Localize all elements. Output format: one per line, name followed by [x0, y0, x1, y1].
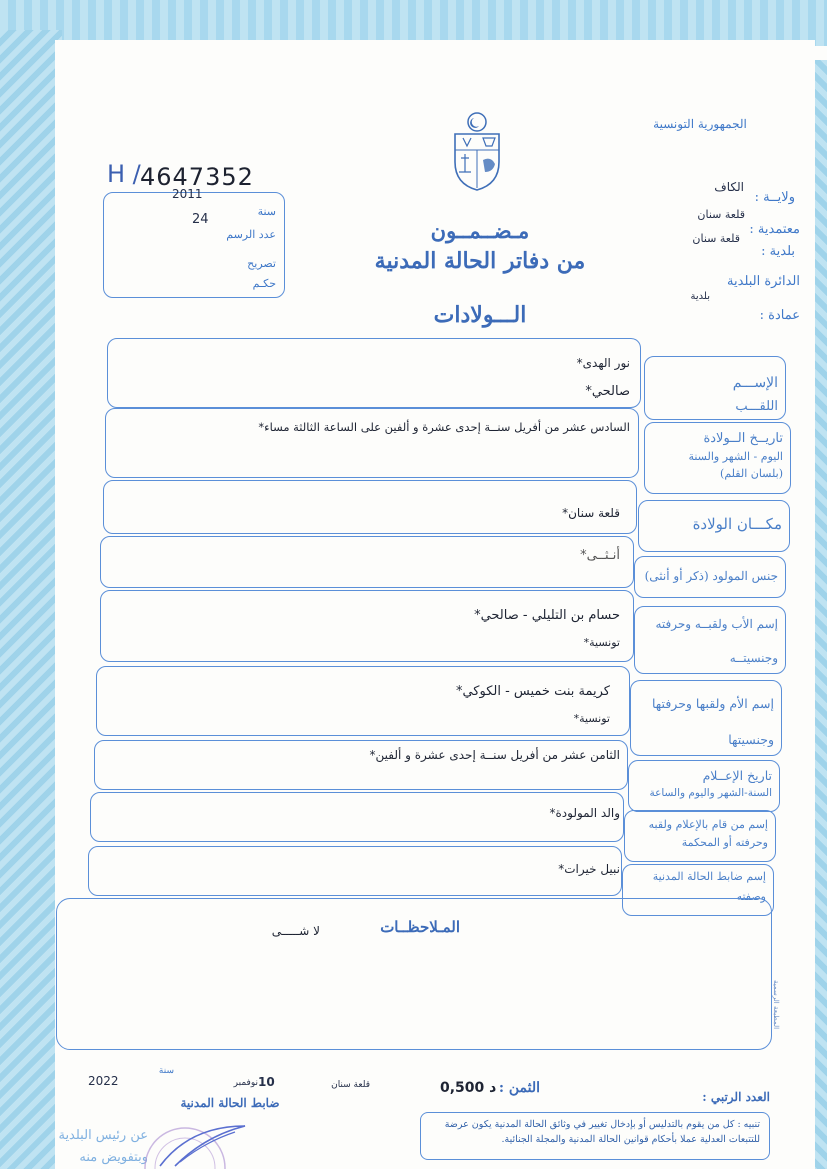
year-value: 2011 — [172, 187, 203, 201]
document-title-line1: مـضــمــون — [430, 218, 530, 243]
sex-label: جنس المولود (ذكر أو أنثى) — [644, 569, 778, 583]
father-value: حسام بن التليلي - صالحي* — [474, 608, 620, 623]
delegation-value: قلعة سنان — [697, 208, 745, 221]
birth-place-label: مكـــان الولادة — [692, 515, 782, 533]
number-value: 24 — [192, 212, 209, 227]
birth-place-value: قلعة سنان* — [562, 506, 620, 520]
officer-sublabel: وصفته — [736, 890, 766, 903]
warning-text: تنبيه : كل من يقوم بالتدليس أو بإدخال تغيير في وثائق الحالة المدنية يكون عرضة للتتبعات العدلية عملا بأحكام قوانين الحالة المدنية والمجلة الجنائية. — [444, 1119, 760, 1145]
wilaya-value: الكاف — [714, 180, 744, 194]
side-print-label: المطبعة الرسمية — [772, 980, 780, 1030]
footer-day: 10 — [258, 1075, 275, 1089]
judgment-label: حكـم — [252, 277, 276, 290]
birth-date-sublabel: اليوم - الشهر والسنة — [688, 450, 783, 463]
republic-label: الجمهورية التونسية — [653, 117, 747, 131]
decorative-border-left — [0, 30, 62, 1169]
stamp-line1: عن رئيس البلدية — [58, 1128, 148, 1143]
order-number-label: العدد الرتبي : — [702, 1090, 770, 1104]
footer-officer-title: ضابط الحالة المدنية — [180, 1096, 280, 1110]
delegation-label: معتمدية : — [749, 222, 800, 237]
official-stamp-icon — [140, 1118, 250, 1169]
footer-year-value: 2022 — [88, 1074, 119, 1088]
serial-prefix: H / — [107, 160, 141, 188]
document-title-line2: من دفاتر الحالة المدنية — [374, 248, 586, 274]
stamp-line2: وبتفويض منه — [79, 1150, 148, 1165]
municipal-circle-value: بلدية — [690, 291, 710, 302]
birth-date-value-box — [105, 408, 639, 478]
birth-date-value: السادس عشر من أفريل سنــة إحدى عشرة و ألفين على الساعة الثالثة مساء* — [258, 420, 630, 434]
first-name-label: الإســـم — [732, 375, 778, 391]
mother-label: إسم الأم ولقبها وحرفتها — [651, 696, 774, 711]
births-title: الـــولادات — [433, 302, 527, 328]
price-label: الثمن : — [498, 1080, 540, 1096]
declarant-label: إسم من قام بالإعلام ولقبه — [648, 818, 768, 831]
declaration-label: تصريح — [247, 257, 276, 270]
officer-value: نبيل خيرات* — [558, 862, 620, 876]
first-name-value: نور الهدى* — [576, 356, 630, 370]
footer-year-label: سنة — [158, 1066, 174, 1076]
mother-nationality-value: تونسية* — [573, 712, 610, 725]
footer-month: نوفمبر — [233, 1078, 258, 1088]
birth-date-label: تاريــخ الــولادة — [703, 431, 783, 446]
omda-label: عمادة : — [759, 308, 800, 323]
birth-date-note: (بلسان القلم) — [720, 467, 783, 480]
municipality-value: قلعة سنان — [692, 232, 740, 245]
remarks-value: لا شـــــى — [271, 924, 320, 938]
father-nationality-value: تونسية* — [583, 636, 620, 649]
mother-value: كريمة بنت خميس - الكوكي* — [455, 684, 610, 699]
declaration-date-label: تاريخ الإعــلام — [702, 768, 772, 783]
declaration-date-sublabel: السنة-الشهر واليوم والساعة — [649, 787, 772, 799]
sex-value: أنـثــى* — [580, 548, 620, 563]
declarant-value: والد المولودة* — [549, 806, 620, 820]
coat-of-arms-icon — [447, 108, 507, 192]
mother-nationality-label: وجنسيتها — [728, 732, 774, 747]
mother-value-box — [96, 666, 630, 736]
municipality-label: بلدية : — [761, 244, 795, 259]
father-value-box — [100, 590, 634, 662]
last-name-value: صالحي* — [585, 384, 630, 399]
father-nationality-label: وجنسيتــه — [729, 651, 778, 665]
officer-label: إسم ضابط الحالة المدنية — [652, 870, 766, 883]
number-label: عدد الرسم — [226, 228, 276, 241]
father-label: إسم الأب ولقبــه وحرفته — [655, 617, 778, 631]
last-name-label: اللقـــب — [735, 399, 778, 414]
declarant-sublabel: وحرفته أو المحكمة — [681, 836, 768, 849]
serial-number: 4647352 — [140, 163, 254, 191]
remarks-label: المـلاحظــات — [380, 918, 460, 936]
declaration-date-value: الثامن عشر من أفريل سنــة إحدى عشرة و ألفين* — [369, 748, 620, 762]
municipal-circle-label: الدائرة البلدية — [727, 274, 800, 289]
year-label: سنة — [257, 205, 276, 218]
wilaya-label: ولايــة : — [754, 190, 795, 205]
price-value: 0,500 د — [440, 1080, 497, 1096]
footer-place: قلعة سنان — [331, 1080, 370, 1090]
